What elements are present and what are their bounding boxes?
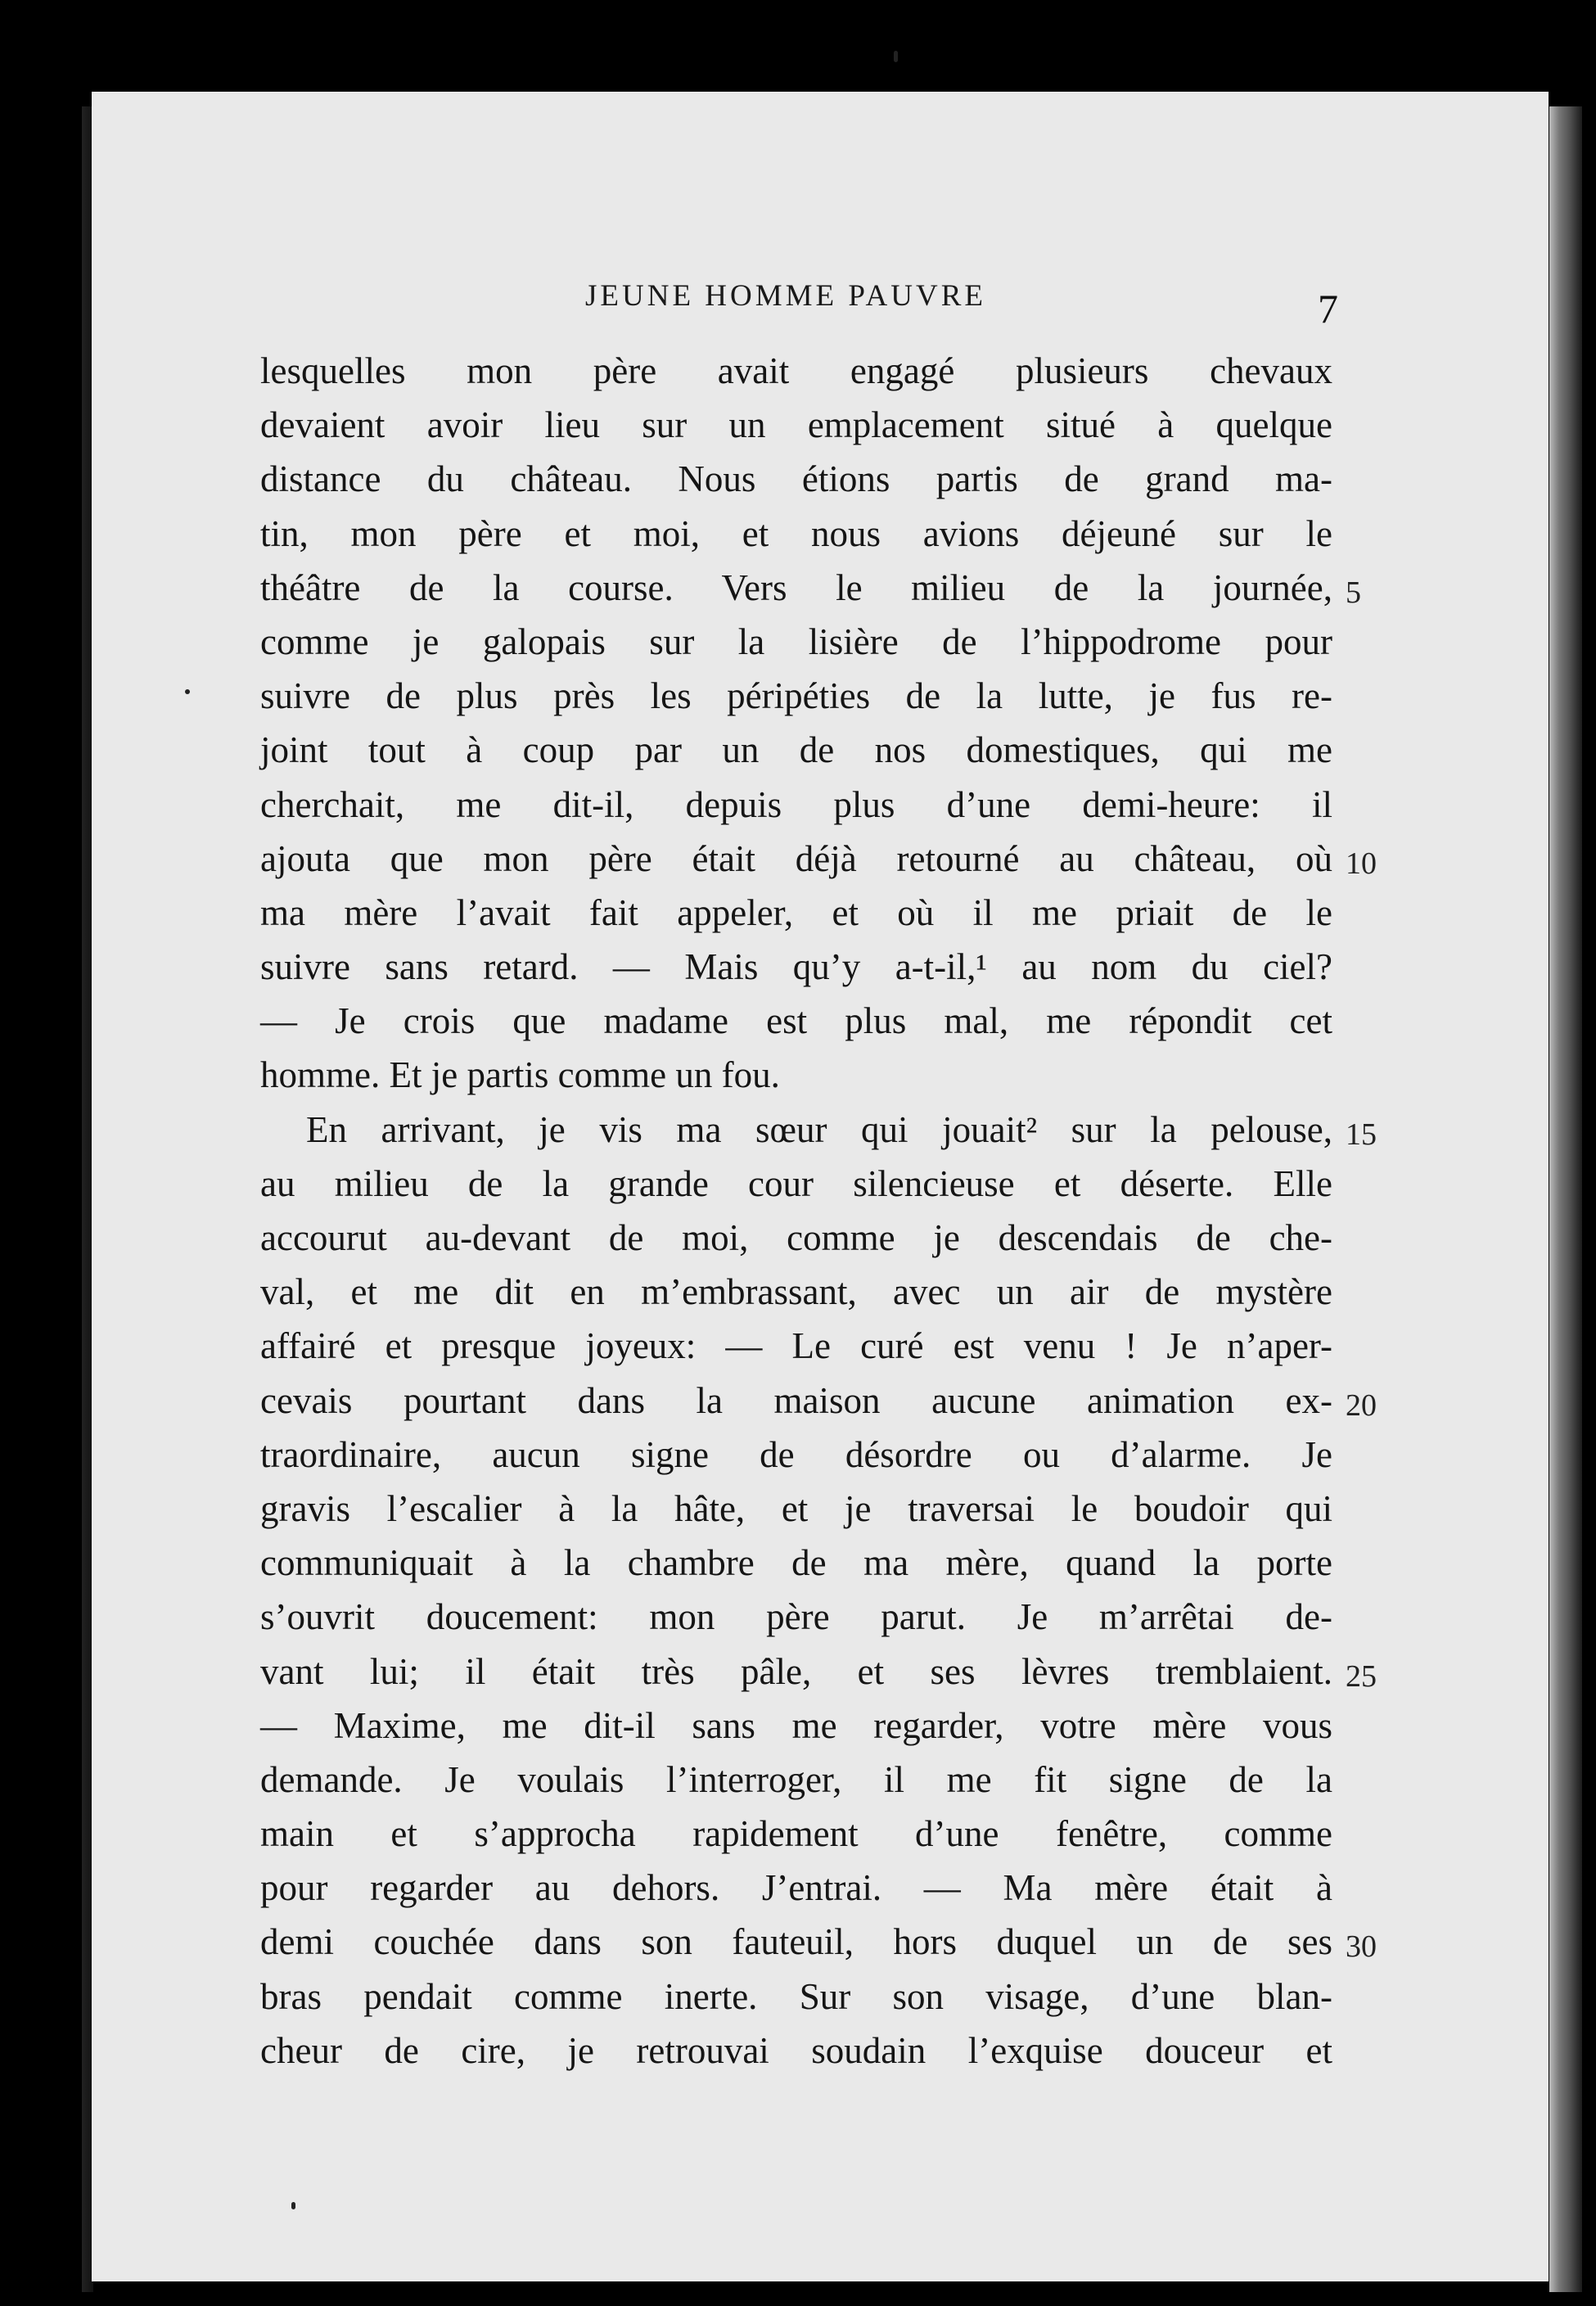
text-line: cherchait, me dit-il, depuis plus d’une demi-heure: il <box>260 783 1332 825</box>
speck <box>894 51 898 62</box>
text-line: vant lui; il était très pâle, et ses lèvres tremblaient. 25 <box>260 1645 1332 1699</box>
line-number: 25 <box>1346 1658 1377 1694</box>
text-line: demande. Je voulais l’interroger, il me fit signe de la <box>260 1758 1332 1800</box>
text-line: bras pendait comme inerte. Sur son visage, d’une blan- <box>260 1975 1332 2017</box>
text-line: joint tout à coup par un de nos domestiques, qui me <box>260 729 1332 771</box>
text-line: comme je galopais sur la lisière de l’hippodrome pour <box>260 620 1332 662</box>
text-line: cheur de cire, je retrouvai soudain l’exquise douceur et <box>260 2029 1332 2071</box>
text-line: s’ouvrit doucement: mon père parut. Je m’arrêtai de- <box>260 1596 1332 1638</box>
text-line: demi couchée dans son fauteuil, hors duquel un de ses 30 <box>260 1915 1332 1969</box>
text-line: théâtre de la course. Vers le milieu de la journée, 5 <box>260 561 1332 615</box>
text-line: suivre de plus près les péripéties de la lutte, je fus re- <box>260 675 1332 717</box>
running-title: JEUNE HOMME PAUVRE <box>585 279 987 313</box>
line-number: 10 <box>1346 846 1377 881</box>
line-number: 15 <box>1346 1117 1377 1152</box>
page-header <box>262 275 1350 341</box>
book-right-edge <box>1549 106 1582 2292</box>
text-line: homme. Et je partis comme un fou. <box>260 1054 780 1096</box>
text-line: — Maxime, me dit-il sans me regarder, votre mère vous <box>260 1704 1332 1746</box>
text-line: affairé et presque joyeux: — Le curé est venu ! Je n’aper- <box>260 1325 1332 1367</box>
text-line: En arrivant, je vis ma sœur qui jouait² sur la pelouse, 15 <box>260 1103 1332 1157</box>
line-number: 20 <box>1346 1388 1377 1423</box>
text-line: main et s’approcha rapidement d’une fenêtre, comme <box>260 1813 1332 1855</box>
page-number: 7 <box>1318 286 1338 332</box>
speck <box>291 2202 295 2209</box>
text-line: val, et me dit en m’embrassant, avec un air de mystère <box>260 1271 1332 1313</box>
text-line: lesquelles mon père avait engagé plusieurs chevaux <box>260 350 1332 391</box>
text-line: cevais pourtant dans la maison aucune animation ex- 20 <box>260 1374 1332 1428</box>
text-line: accourut au-devant de moi, comme je descendais de che- <box>260 1217 1332 1258</box>
text-line: ajouta que mon père était déjà retourné au château, où 10 <box>260 832 1332 886</box>
text-line: communiquait à la chambre de ma mère, quand la porte <box>260 1542 1332 1584</box>
text-line: au milieu de la grande cour silencieuse et déserte. Elle <box>260 1162 1332 1204</box>
line-number: 5 <box>1346 575 1361 610</box>
text-line: devaient avoir lieu sur un emplacement situé à quelque <box>260 404 1332 446</box>
text-line: suivre sans retard. — Mais qu’y a-t-il,¹ au nom du ciel? <box>260 946 1332 988</box>
text-line: tin, mon père et moi, et nous avions déjeuné sur le <box>260 512 1332 554</box>
line-number: 30 <box>1346 1929 1377 1965</box>
text-line: gravis l’escalier à la hâte, et je traversai le boudoir qui <box>260 1487 1332 1529</box>
text-line: distance du château. Nous étions partis de grand ma- <box>260 458 1332 500</box>
text-line: pour regarder au dehors. J’entrai. — Ma mère était à <box>260 1867 1332 1909</box>
text-line: — Je crois que madame est plus mal, me répondit cet <box>260 1000 1332 1042</box>
body-text <box>260 344 1377 2078</box>
text-line: ma mère l’avait fait appeler, et où il me priait de le <box>260 891 1332 933</box>
speck <box>185 689 190 694</box>
text-line: traordinaire, aucun signe de désordre ou d’alarme. Je <box>260 1433 1332 1475</box>
